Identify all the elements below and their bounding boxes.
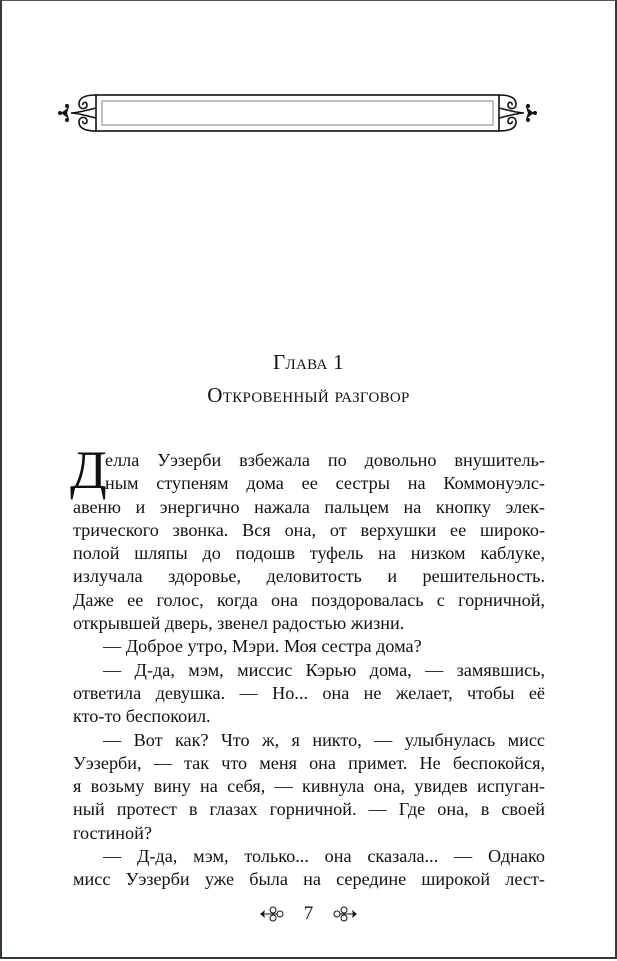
text-line: гостиной? <box>73 822 152 843</box>
right-flourish-icon <box>332 905 358 923</box>
drop-cap: Д <box>70 440 107 500</box>
body-text <box>70 440 545 892</box>
text-line: — Д-да, мэм, только... она сказала... — Однако <box>103 846 545 867</box>
text-line: — Д-да, мэм, миссис Кэрью дома, — замявшись, <box>103 659 545 680</box>
chapter-title: Откровенный разговор <box>207 383 410 407</box>
text-line: излучала здоровье, деловитость и решительность. <box>73 566 545 587</box>
text-line: ный протест в глазах горничной. — Где она, в своей <box>73 799 545 820</box>
page-footer <box>0 902 617 925</box>
text-line: — Доброе утро, Мэри. Моя сестра дома? <box>103 636 422 657</box>
text-line: трического звонка. Вся она, от верхушки ее широко- <box>73 519 545 540</box>
text-line: елла Уэзерби взбежала по довольно внушитель- <box>105 450 545 470</box>
text-line: мисс Уэзерби уже была на середине широкой лест- <box>73 869 545 890</box>
text-line: открывшей дверь, звенел радостью жизни. <box>73 613 405 634</box>
text-line: Уэзерби, — так что меня она примет. Не беспокойся, <box>73 752 545 773</box>
text-line: авеню и энергично нажала пальцем на кнопку элек- <box>73 496 545 517</box>
text-line: ным ступеням дома ее сестры на Коммонуэлс- <box>105 473 545 494</box>
text-line: я возьму вину на себя, — кивнула она, увидев испуган- <box>73 776 545 797</box>
left-flourish-icon <box>259 905 285 923</box>
text-line: Даже ее голос, когда она поздоровалась с горничной, <box>73 589 545 610</box>
header-ornament <box>55 88 540 138</box>
text-line: кто-то беспокоил. <box>73 706 211 727</box>
text-line: ответила девушка. — Но... она не желает, чтобы её <box>73 682 545 703</box>
text-line: полой шляпы до подошв туфель на низком каблуке, <box>73 543 545 564</box>
page-number: 7 <box>303 902 314 924</box>
chapter-number: Глава 1 <box>273 350 344 374</box>
text-line: — Вот как? Что ж, я никто, — улыбнулась мисс <box>103 729 545 750</box>
